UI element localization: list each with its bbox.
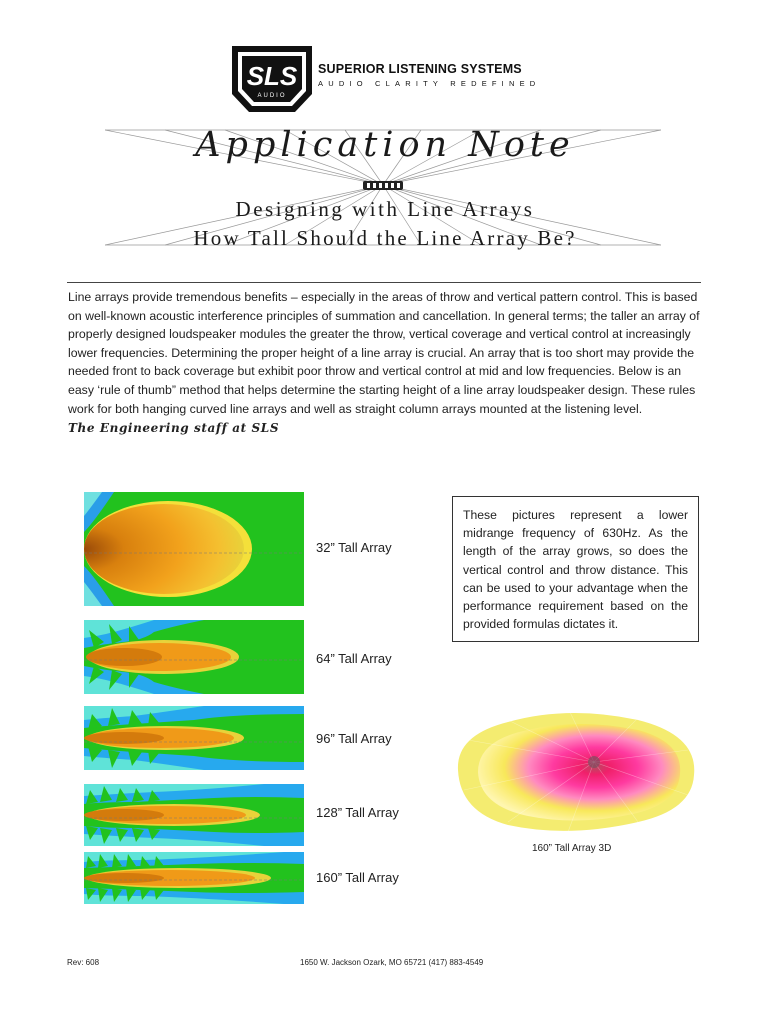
application-note-title: Application Note: [195, 125, 575, 165]
note-box: These pictures represent a lower midrange frequency of 630Hz. As the length of the array grows, so does the vertical control and throw distance. This can be used to your advantage when the performance requirement based on the provided formulas dictates it.: [452, 496, 699, 642]
plot-label-96: 96” Tall Array: [316, 731, 392, 746]
header-divider: [67, 282, 701, 283]
3d-balloon-plot: [448, 700, 700, 840]
polar-plot-32: [84, 492, 304, 606]
subtitle-line1: Designing with Line Arrays: [235, 197, 535, 221]
footer-address: 1650 W. Jackson Ozark, MO 65721 (417) 883-4549: [300, 958, 484, 967]
revision-label: Rev: 608: [67, 958, 100, 967]
plot-label-64: 64” Tall Array: [316, 651, 392, 666]
plot3d-caption: 160” Tall Array 3D: [532, 843, 612, 854]
intro-paragraph: Line arrays provide tremendous benefits – especially in the areas of throw and vertical pattern control. This is based on well-known acoustic interference principles of summation and cancellation. In general terms; the taller an array of properly designed loudspeaker modules the greater the throw, vertical coverage and vertical control at increasingly lower frequencies. Determining the proper height of a line array is crucial. An array that is too short may provide the needed front to back coverage but exhibit poor throw and vertical control at mid and low frequencies. Below is an easy ‘rule of thumb” method that helps determine the starting height of a line array loudspeaker design. These rules work for both hanging curved line arrays and well as straight column arrays mounted at the listening level.: [68, 290, 700, 416]
polar-plot-64: [84, 620, 304, 694]
logo-text: SLS: [246, 61, 298, 91]
sls-logo: [229, 44, 315, 114]
polar-plot-160: [84, 852, 304, 904]
polar-plot-96: [84, 706, 304, 770]
plot-label-128: 128” Tall Array: [316, 805, 399, 820]
signoff: The Engineering staff at SLS: [68, 421, 280, 435]
plot-label-32: 32” Tall Array: [316, 540, 392, 555]
brand-name: SUPERIOR LISTENING SYSTEMS: [318, 62, 522, 76]
brand-tagline: AUDIO CLARITY REDEFINED: [318, 79, 541, 88]
plot-label-160: 160” Tall Array: [316, 870, 399, 885]
polar-plot-128: [84, 784, 304, 846]
logo-subtext: AUDIO: [257, 93, 287, 99]
subtitle-line2: How Tall Should the Line Array Be?: [193, 226, 577, 250]
